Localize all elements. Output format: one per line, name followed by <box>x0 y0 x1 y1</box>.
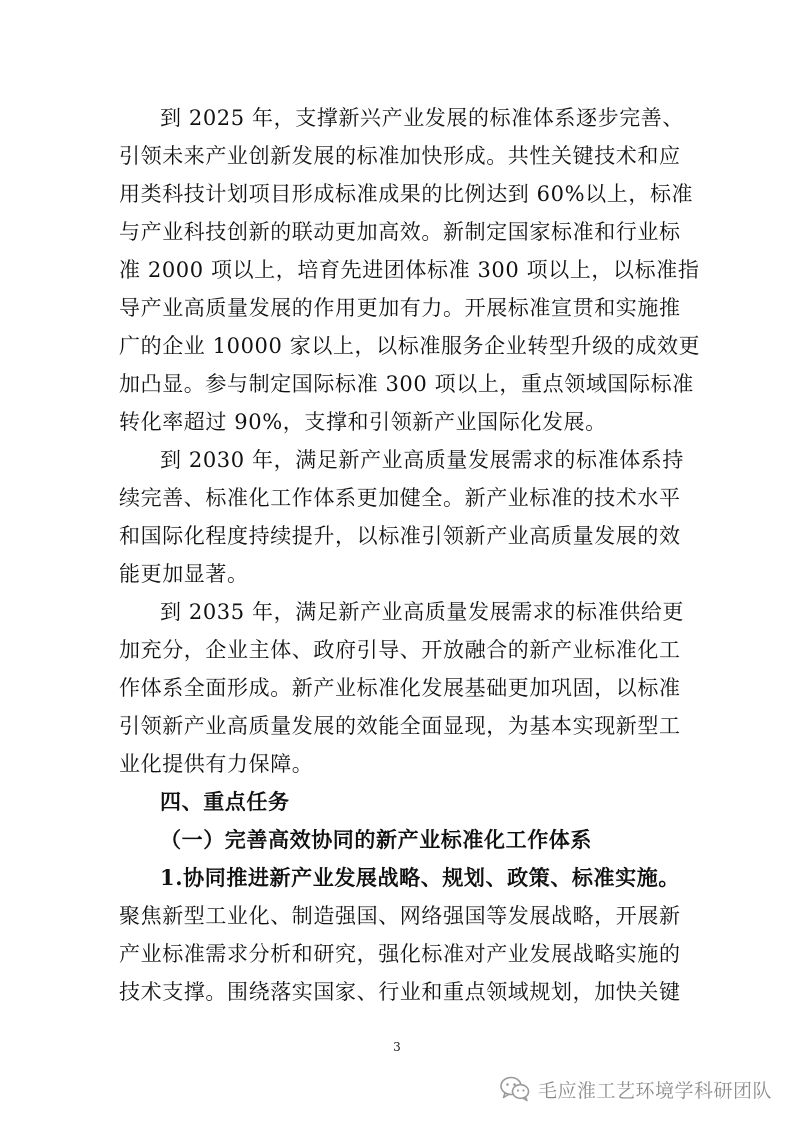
text-line: 到 2025 年，支撑新兴产业发展的标准体系逐步完善、 <box>160 106 684 130</box>
watermark-text: 毛应淮工艺环境学科研团队 <box>538 1079 773 1102</box>
text-line: 能更加显著。 <box>119 562 249 586</box>
text-line: 到 2030 年，满足新产业高质量发展需求的标准体系持 <box>160 448 684 472</box>
text-line: 加凸显。参与制定国际标准 300 项以上，重点领域国际标准 <box>119 372 694 396</box>
section-heading: 四、重点任务 <box>160 790 290 814</box>
text-line: 到 2035 年，满足新产业高质量发展需求的标准供给更 <box>160 600 684 624</box>
text-line: 用类科技计划项目形成标准成果的比例达到 60%以上，标准 <box>119 182 694 206</box>
text-line: 加充分，企业主体、政府引导、开放融合的新产业标准化工 <box>119 638 681 662</box>
text-line: 业化提供有力保障。 <box>119 752 314 776</box>
text-line: 广的企业 10000 家以上，以标准服务企业转型升级的成效更 <box>119 334 701 358</box>
text-line: 续完善、标准化工作体系更加健全。新产业标准的技术水平 <box>119 486 681 510</box>
subsection-heading: （一）完善高效协同的新产业标准化工作体系 <box>160 827 592 852</box>
wechat-icon <box>500 1076 530 1102</box>
text-line: 准 2000 项以上，培育先进团体标准 300 项以上，以标准指 <box>119 258 700 282</box>
text-line: 与产业科技创新的联动更加高效。新制定国家标准和行业标 <box>119 220 681 244</box>
text-line: 和国际化程度持续提升，以标准引领新产业高质量发展的效 <box>119 524 681 548</box>
item-heading: 1.协同推进新产业发展战略、规划、政策、标准实施。 <box>160 865 680 890</box>
text-line: 导产业高质量发展的作用更加有力。开展标准宣贯和实施推 <box>119 296 681 320</box>
text-line: 转化率超过 90%，支撑和引领新产业国际化发展。 <box>119 410 607 434</box>
page-number: 3 <box>393 1040 401 1054</box>
text-line: 引领未来产业创新发展的标准加快形成。共性关键技术和应 <box>119 144 681 168</box>
watermark <box>500 1072 772 1106</box>
text-line: 引领新产业高质量发展的效能全面显现，为基本实现新型工 <box>119 714 681 738</box>
text-line: 聚焦新型工业化、制造强国、网络强国等发展战略，开展新 <box>119 904 681 928</box>
text-line: 技术支撑。围绕落实国家、行业和重点领域规划，加快关键 <box>119 980 681 1004</box>
text-line: 作体系全面形成。新产业标准化发展基础更加巩固，以标准 <box>119 676 681 700</box>
text-line: 产业标准需求分析和研究，强化标准对产业发展战略实施的 <box>119 942 681 966</box>
